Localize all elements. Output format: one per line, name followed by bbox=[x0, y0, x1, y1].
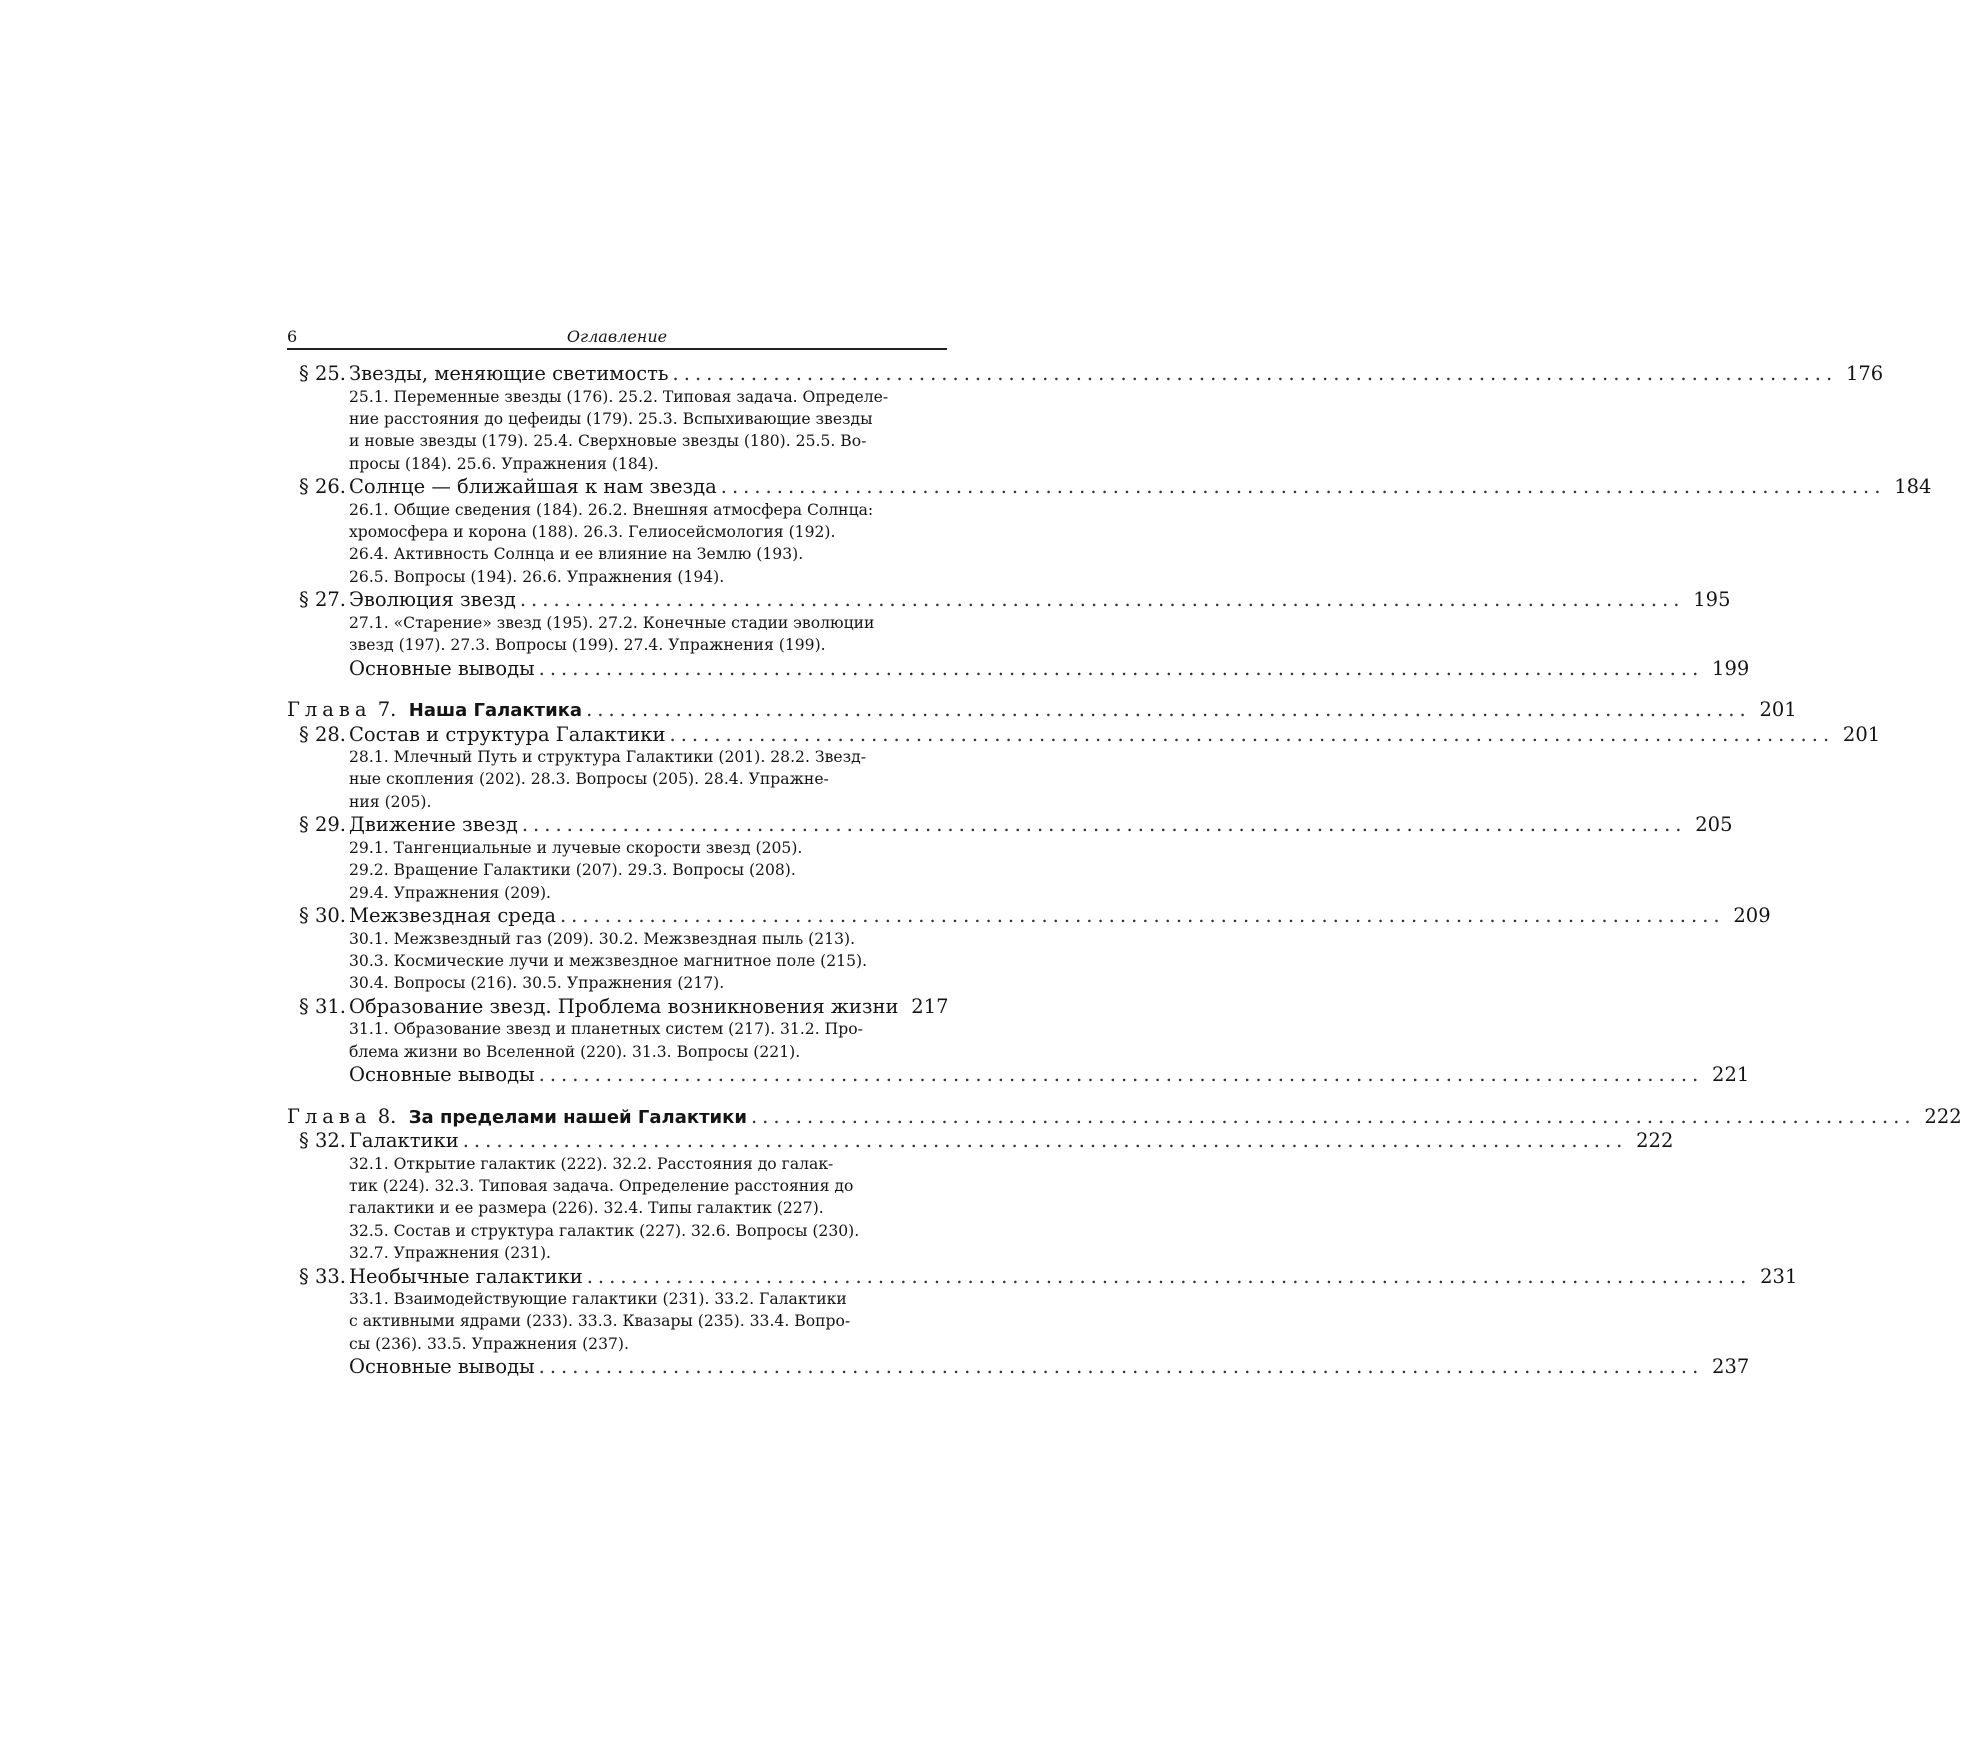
subsection-line: звезд (197). 27.3. Вопросы (199). 27.4. Упражнения (199). bbox=[349, 636, 826, 655]
toc-entry-s29[interactable] bbox=[287, 813, 1733, 837]
toc-entry-s27[interactable] bbox=[287, 588, 1731, 612]
subsection-line: галактики и ее размера (226). 32.4. Типы галактик (227). bbox=[349, 1199, 824, 1218]
page-ref: 222 bbox=[1636, 1129, 1674, 1153]
chapter-title: Наша Галактика bbox=[408, 700, 583, 722]
subsection-line: тик (224). 32.3. Типовая задача. Определение расстояния до bbox=[349, 1176, 854, 1195]
summary-title: Основные выводы bbox=[349, 1355, 535, 1379]
section-number: § 30. bbox=[299, 904, 346, 927]
toc-entry-summary-ch6[interactable] bbox=[287, 656, 1750, 681]
section-number: § 31. bbox=[299, 994, 346, 1018]
section-number: § 29. bbox=[299, 813, 346, 837]
toc-entry-s30[interactable] bbox=[287, 904, 1771, 928]
chapter-word: Глава bbox=[287, 698, 372, 722]
page-ref: 237 bbox=[1712, 1355, 1750, 1379]
page-ref: 231 bbox=[1760, 1264, 1798, 1288]
subsection-list bbox=[349, 1288, 894, 1355]
section-title: Образование звезд. Проблема возникновения жизни bbox=[349, 994, 899, 1018]
subsection-line: просы (184). 25.6. Упражнения (184). bbox=[349, 454, 659, 473]
page-ref: 176 bbox=[1845, 362, 1884, 385]
subsection-line: 30.3. Космические лучи и межзвездное магнитное поле (215). bbox=[349, 951, 868, 970]
subsection-list bbox=[349, 499, 894, 589]
subsection-line: 25.1. Переменные звезды (176). 25.2. Типовая задача. Определе- bbox=[349, 387, 889, 406]
section-number: § 28. bbox=[299, 722, 346, 746]
leader-dots: ........................................................................................................ bbox=[586, 1264, 1752, 1288]
subsection-line: ные скопления (202). 28.3. Вопросы (205). 28.4. Упражне- bbox=[349, 770, 829, 789]
subsection-line: 32.5. Состав и структура галактик (227). 32.6. Вопросы (230). bbox=[349, 1221, 860, 1240]
section-number: § 32. bbox=[299, 1129, 346, 1153]
subsection-line: хромосфера и корона (188). 26.3. Гелиосейсмология (192). bbox=[349, 523, 836, 542]
toc-entry-s32[interactable] bbox=[287, 1129, 1674, 1153]
page-number: 6 bbox=[287, 327, 298, 346]
section-title: Солнце — ближайшая к нам звезда bbox=[349, 475, 717, 499]
running-title: Оглавление bbox=[566, 327, 668, 346]
leader-dots: ........................................................................................................ bbox=[519, 588, 1685, 612]
subsection-line: 30.4. Вопросы (216). 30.5. Упражнения (217). bbox=[349, 974, 725, 993]
subsection-line: 26.4. Активность Солнца и ее влияние на Землю (193). bbox=[349, 545, 804, 564]
section-title: Необычные галактики bbox=[349, 1264, 583, 1288]
page-ref: 222 bbox=[1924, 1104, 1962, 1128]
leader-dots: ........................................................................................................ bbox=[462, 1129, 1628, 1153]
subsection-line: 27.1. «Старение» звезд (195). 27.2. Конечные стадии эволюции bbox=[349, 613, 875, 632]
section-number: § 25. bbox=[299, 362, 346, 385]
leader-dots: ........................................................................................................ bbox=[538, 1063, 1704, 1087]
subsection-line: и новые звезды (179). 25.4. Сверхновые звезды (180). 25.5. Во- bbox=[349, 432, 867, 451]
subsection-line: 29.4. Упражнения (209). bbox=[349, 883, 552, 902]
section-title: Звезды, меняющие светимость bbox=[349, 362, 669, 385]
subsection-line: 29.2. Вращение Галактики (207). 29.3. Вопросы (208). bbox=[349, 861, 796, 880]
page-ref: 205 bbox=[1695, 813, 1733, 837]
leader-dots: ........................................................................................................ bbox=[669, 722, 1835, 746]
leader-dots: ........................................................................................................ bbox=[672, 362, 1838, 385]
section-number: § 33. bbox=[299, 1264, 346, 1288]
subsection-line: 33.1. Взаимодействующие галактики (231). 33.2. Галактики bbox=[349, 1290, 847, 1309]
chapter-number: 8. bbox=[377, 1104, 397, 1128]
subsection-line: 28.1. Млечный Путь и структура Галактики (201). 28.2. Звезд- bbox=[349, 748, 866, 767]
page-ref: 199 bbox=[1712, 656, 1750, 680]
section-number: § 26. bbox=[299, 475, 346, 499]
chapter-word: Глава bbox=[287, 1104, 372, 1128]
toc-page bbox=[287, 322, 1962, 1379]
leader-dots: ........................................................................................................ bbox=[538, 656, 1704, 680]
section-title: Межзвездная среда bbox=[349, 904, 556, 927]
chapter-label bbox=[287, 1105, 747, 1130]
section-number: § 27. bbox=[299, 588, 346, 612]
section-title: Движение звезд bbox=[349, 813, 518, 837]
toc-entry-summary-ch8[interactable] bbox=[287, 1355, 1750, 1379]
table-of-contents bbox=[287, 362, 1962, 1379]
subsection-line: 32.1. Открытие галактик (222). 32.2. Расстояния до галак- bbox=[349, 1154, 834, 1173]
toc-entry-summary-ch7[interactable] bbox=[287, 1063, 1750, 1087]
chapter-title: За пределами нашей Галактики bbox=[408, 1106, 747, 1128]
toc-entry-s31[interactable] bbox=[287, 995, 947, 1019]
toc-entry-s28[interactable] bbox=[287, 722, 1881, 747]
subsection-line: 32.7. Упражнения (231). bbox=[349, 1244, 552, 1263]
subsection-list bbox=[349, 1018, 894, 1063]
running-head bbox=[287, 322, 947, 350]
toc-entry-chapter-7[interactable] bbox=[287, 698, 1797, 723]
leader-dots: ........................................................................................................ bbox=[559, 904, 1725, 927]
subsection-line: ния (205). bbox=[349, 792, 432, 811]
subsection-list bbox=[349, 837, 894, 904]
chapter-label bbox=[287, 698, 582, 723]
page-ref: 201 bbox=[1759, 698, 1797, 722]
chapter-number: 7. bbox=[377, 698, 397, 722]
section-title: Состав и структура Галактики bbox=[349, 722, 666, 746]
summary-title: Основные выводы bbox=[349, 656, 535, 680]
subsection-line: 29.1. Тангенциальные и лучевые скорости звезд (205). bbox=[349, 838, 803, 857]
page-ref: 184 bbox=[1894, 475, 1932, 499]
section-title: Галактики bbox=[349, 1129, 459, 1153]
page-ref: 201 bbox=[1842, 722, 1881, 746]
leader-dots: ........................................................................................................ bbox=[750, 1104, 1916, 1128]
subsection-list bbox=[349, 746, 894, 813]
leader-dots: ........................................................................................................ bbox=[521, 813, 1687, 837]
page-ref: 217 bbox=[911, 994, 949, 1018]
subsection-line: сы (236). 33.5. Упражнения (237). bbox=[349, 1334, 629, 1353]
subsection-line: 30.1. Межзвездный газ (209). 30.2. Межзвездная пыль (213). bbox=[349, 929, 856, 948]
subsection-list bbox=[349, 386, 894, 476]
page-ref: 195 bbox=[1693, 588, 1731, 612]
subsection-line: ние расстояния до цефеиды (179). 25.3. Вспыхивающие звезды bbox=[349, 409, 873, 428]
page-ref: 209 bbox=[1733, 904, 1771, 927]
leader-dots: ........................................................................................................ bbox=[586, 698, 1751, 722]
subsection-line: 31.1. Образование звезд и планетных систем (217). 31.2. Про- bbox=[349, 1020, 863, 1039]
toc-entry-s25[interactable] bbox=[287, 362, 1884, 386]
page-ref: 221 bbox=[1712, 1063, 1750, 1087]
toc-entry-chapter-8[interactable] bbox=[287, 1104, 1962, 1130]
toc-entry-s33[interactable] bbox=[287, 1264, 1798, 1289]
leader-dots: ........................................................................................................ bbox=[538, 1355, 1704, 1379]
subsection-line: блема жизни во Вселенной (220). 31.3. Вопросы (221). bbox=[349, 1042, 801, 1061]
toc-entry-s26[interactable] bbox=[287, 475, 1932, 499]
section-title: Эволюция звезд bbox=[349, 588, 516, 612]
subsection-line: с активными ядрами (233). 33.3. Квазары (235). 33.4. Вопро- bbox=[349, 1312, 851, 1331]
subsection-list bbox=[349, 612, 894, 657]
summary-title: Основные выводы bbox=[349, 1063, 535, 1087]
subsection-list bbox=[349, 1153, 894, 1265]
subsection-list bbox=[349, 928, 894, 995]
leader-dots: ........................................................................................................ bbox=[720, 475, 1886, 499]
subsection-line: 26.1. Общие сведения (184). 26.2. Внешняя атмосфера Солнца: bbox=[349, 500, 874, 519]
subsection-line: 26.5. Вопросы (194). 26.6. Упражнения (194). bbox=[349, 567, 725, 586]
